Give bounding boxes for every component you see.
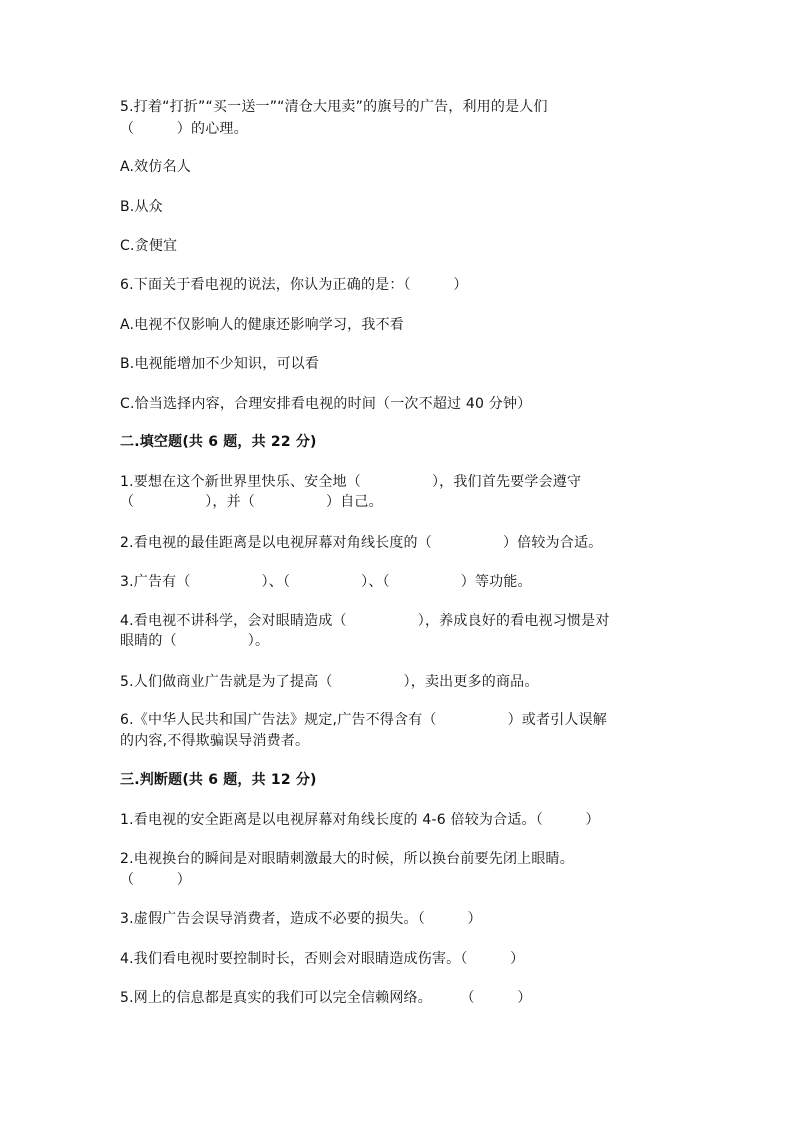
- fill-q3: 3.广告有（ ）、（ ）、（ ）等功能。: [120, 574, 532, 590]
- fill-q4-line1: 4.看电视不讲科学，会对眼睛造成（ ），养成良好的看电视习惯是对: [120, 613, 610, 629]
- choice-q6-option-b: B.电视能增加不少知识，可以看: [120, 356, 320, 372]
- choice-q5-stem: 5.打着“打折”“买一送一”“清仓大甩卖”的旗号的广告，利用的是人们: [120, 99, 548, 115]
- judge-section-title: 三.判断题(共 6 题，共 12 分): [120, 772, 317, 788]
- fill-q1-line2: （ ），并（ ）自己。: [120, 494, 383, 510]
- choice-q5-option-b: B.从众: [120, 199, 163, 215]
- judge-q1: 1.看电视的安全距离是以电视屏幕对角线长度的 4-6 倍较为合适。（ ）: [120, 812, 600, 828]
- choice-q6-stem: 6.下面关于看电视的说法，你认为正确的是：（ ）: [120, 277, 468, 293]
- choice-q6-option-c: C.恰当选择内容，合理安排看电视的时间（一次不超过 40 分钟）: [120, 396, 532, 412]
- judge-q3: 3.虚假广告会误导消费者，造成不必要的损失。（ ）: [120, 911, 482, 927]
- judge-q4: 4.我们看电视时要控制时长，否则会对眼睛造成伤害。（ ）: [120, 951, 525, 967]
- judge-q2-line1: 2.电视换台的瞬间是对眼睛刺激最大的时候，所以换台前要先闭上眼睛。: [120, 851, 574, 867]
- choice-q5-option-a: A.效仿名人: [120, 159, 191, 175]
- choice-q5-option-c: C.贪便宜: [120, 238, 178, 254]
- fill-q6-line2: 的内容,不得欺骗误导消费者。: [120, 733, 310, 749]
- fill-q6-line1: 6.《中华人民共和国广告法》规定,广告不得含有（ ）或者引人误解: [120, 712, 608, 728]
- fill-section-title: 二.填空题(共 6 题，共 22 分): [120, 434, 317, 450]
- fill-q5: 5.人们做商业广告就是为了提高（ ），卖出更多的商品。: [120, 674, 539, 690]
- choice-q6-option-a: A.电视不仅影响人的健康还影响学习，我不看: [120, 317, 404, 333]
- judge-q2-line2: （ ）: [120, 872, 191, 888]
- fill-q1-line1: 1.要想在这个新世界里快乐、安全地（ ），我们首先要学会遵守: [120, 474, 582, 490]
- fill-q2: 2.看电视的最佳距离是以电视屏幕对角线长度的（ ）倍较为合适。: [120, 535, 603, 551]
- judge-q5: 5.网上的信息都是真实的我们可以完全信赖网络。 （ ）: [120, 990, 532, 1006]
- fill-q4-line2: 眼睛的（ ）。: [120, 633, 270, 649]
- choice-q5-stem-cont: （ ）的心理。: [120, 121, 248, 137]
